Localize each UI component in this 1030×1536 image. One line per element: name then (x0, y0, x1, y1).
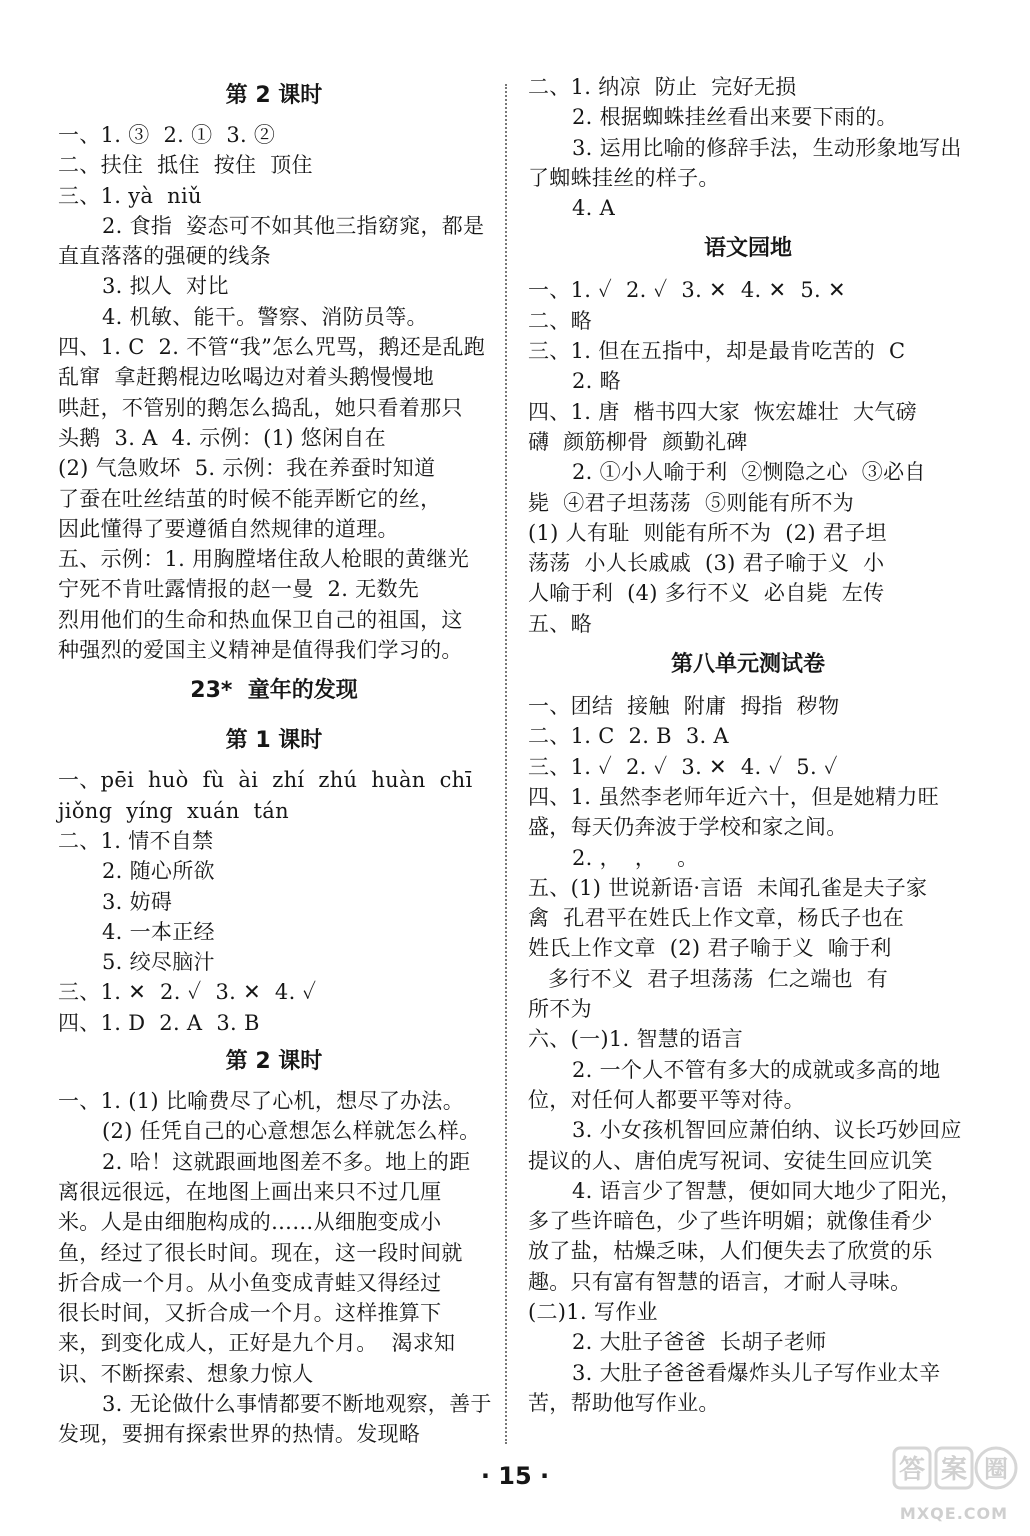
lesson-title: 第八单元测试卷 (670, 652, 825, 678)
watermark-url: MXQE.COM (899, 1504, 1009, 1523)
answer-line: 三、1. yà niǔ (58, 183, 202, 208)
answer-line: 折合成一个月。从小鱼变成青蛙又得经过 (58, 1270, 442, 1295)
answer-line: 3. 无论做什么事情都要不断地观察，善于 (102, 1391, 492, 1416)
answer-line: (二)1. 写作业 (528, 1299, 658, 1324)
answer-line: 多了些许暗色，少了些许明媚；就像佳肴少 (528, 1209, 933, 1234)
answer-line: 5. 绞尽脑汁 (102, 950, 215, 975)
answer-line: 趣。只有富有智慧的语言，才耐人寻味。 (528, 1269, 912, 1294)
answer-line: 3. 拟人 对比 (102, 274, 229, 299)
answer-line: 发现，要拥有探索世界的热情。发现略 (58, 1422, 421, 1447)
answer-line: 4. A (572, 196, 616, 221)
answer-line: 三、1. 但在五指中，却是最肯吃苦的 C (528, 339, 906, 364)
answer-line: 了蚕在吐丝结茧的时候不能弄断它的丝， (58, 486, 442, 511)
section-heading: 第 2 课时 (225, 83, 323, 108)
answer-line: 荡荡 小人长戚戚 (3) 君子喻于义 小 (528, 551, 885, 576)
svg-text:圈: 圈 (984, 1455, 1008, 1483)
svg-text:案: 案 (940, 1455, 968, 1485)
answer-line: 2. 哈！这就跟画地图差不多。地上的距 (102, 1149, 471, 1174)
answer-line: 离很远很远，在地图上画出来只不过几厘 (58, 1179, 442, 1204)
answer-line: 哄赶，不管别的鹅怎么捣乱，她只看着那只 (58, 395, 463, 420)
svg-text:答: 答 (898, 1455, 926, 1485)
answer-line: 所不为 (528, 997, 592, 1022)
answer-line: 三、1. ✓ 2. ✓ 3. ✕ 4. ✓ 5. ✓ (528, 754, 838, 779)
answer-line: 三、1. ✕ 2. ✓ 3. ✕ 4. ✓ (58, 980, 317, 1005)
answer-line: (2) 任凭自己的心意想怎么样就怎么样。 (102, 1119, 481, 1144)
answer-line: 盛，每天仍奔波于学校和家之间。 (528, 815, 848, 840)
answer-line: 一、1. ✓ 2. ✓ 3. ✕ 4. ✕ 5. ✕ (528, 278, 846, 303)
answer-line: 4. 机敏、能干。警察、消防员等。 (102, 304, 428, 329)
answer-line: 直直落落的强硬的线条 (58, 244, 271, 269)
answer-line: 六、(一)1. 智慧的语言 (528, 1027, 743, 1052)
answer-line: 姓氏上作文章 (2) 君子喻于义 喻于利 (528, 936, 892, 961)
answer-line: 二、1. C 2. B 3. A (528, 724, 729, 749)
answer-line: 2. ， ， 。 (572, 845, 699, 870)
answer-line: 人喻于利 (4) 多行不义 必自毙 左传 (528, 581, 885, 606)
answer-line: 识、不断探索、想象力惊人 (58, 1361, 314, 1386)
answer-line: 毙 ④君子坦荡荡 ⑤则能有所不为 (528, 490, 855, 515)
answer-line: 3. 小女孩机智回应萧伯纳、议长巧妙回应 (572, 1118, 962, 1143)
answer-line: 五、略 (528, 611, 592, 636)
answer-line: 3. 妨碍 (102, 889, 173, 914)
answer-line: 来，到变化成人，正好是九个月。 渴求知 (58, 1331, 456, 1356)
answer-line: 二、1. 纳凉 防止 完好无损 (528, 75, 797, 99)
answer-line: 2. 食指 姿态可不如其他三指窈窕，都是 (102, 213, 485, 238)
answer-line: 四、1. C 2. 不管“我”怎么咒骂，鹅还是乱跑 (58, 335, 486, 360)
answer-line: 禽 孔君平在姓氏上作文章，杨氏子也在 (528, 906, 905, 931)
answer-line: 鱼，经过了很长时间。现在，这一段时间就 (58, 1240, 463, 1265)
answer-line: 米。人是由细胞构成的……从细胞变成小 (58, 1210, 442, 1235)
right-answer-column (528, 72, 968, 1418)
answer-line: (1) 人有耻 则能有所不为 (2) 君子坦 (528, 520, 887, 545)
answer-line: 种强烈的爱国主义精神是值得我们学习的。 (58, 638, 463, 663)
answer-line: 一、pēi huò fù ài zhí zhú huàn chī (58, 768, 473, 793)
answer-line: 五、示例：1. 用胸膛堵住敌人枪眼的黄继光 (58, 547, 470, 572)
answer-line: 位，对任何人都要平等对待。 (528, 1087, 805, 1112)
column-divider (505, 84, 507, 1444)
answer-line: 一、团结 接触 附庸 拇指 秽物 (528, 694, 840, 719)
answer-line: 2. 随心所欲 (102, 859, 215, 884)
answer-line: 四、1. 虽然李老师年近六十，但是她精力旺 (528, 784, 940, 809)
answer-line: 多行不义 君子坦荡荡 仁之端也 有 (548, 966, 889, 991)
section-heading: 第 2 课时 (225, 1049, 323, 1075)
answer-line: 3. 大肚子爸爸看爆炸头儿子写作业太辛 (572, 1360, 941, 1385)
answer-line: 头鹅 3. A 4. 示例：(1) 悠闲自在 (58, 425, 386, 450)
answer-line: 礴 颜筋柳骨 颜勤礼碑 (528, 429, 748, 454)
answer-line: 四、1. 唐 楷书四大家 恢宏雄壮 大气磅 (528, 399, 917, 424)
answer-line: 2. 根据蜘蛛挂丝看出来要下雨的。 (572, 105, 898, 130)
answer-line: 了蜘蛛挂丝的样子。 (528, 165, 720, 190)
left-answer-column (58, 72, 490, 1450)
answer-line: 烈用他们的生命和热血保卫自己的祖国，这 (58, 607, 463, 632)
answer-line: 一、1. (1) 比喻费尽了心机，想尽了办法。 (58, 1089, 465, 1114)
answer-line: 二、1. 情不自禁 (58, 828, 214, 853)
answer-line: 2. ①小人喻于利 ②恻隐之心 ③必自 (572, 460, 926, 485)
answer-line: 二、略 (528, 308, 592, 333)
answer-line: 苦，帮助他写作业。 (528, 1390, 720, 1415)
answer-line: 2. 大肚子爸爸 长胡子老师 (572, 1330, 827, 1355)
answer-line: 3. 运用比喻的修辞手法，生动形象地写出 (572, 135, 962, 160)
answer-line: 宁死不肯吐露情报的赵一曼 2. 无数先 (58, 577, 420, 602)
section-heading: 第 1 课时 (225, 728, 323, 754)
page-number: · 15 · (480, 1462, 550, 1490)
answer-line: 提议的人、唐伯虎写祝词、安徒生回应讥笑 (528, 1148, 933, 1173)
lesson-title: 23* 童年的发现 (190, 678, 358, 704)
answer-line: 因此懂得了要遵循自然规律的道理。 (58, 516, 399, 541)
answer-line: 二、扶住 抵住 按住 顶住 (58, 153, 313, 178)
answer-line: jiǒng yíng xuán tán (58, 798, 289, 823)
lesson-title: 语文园地 (703, 236, 792, 262)
answer-line: 2. 一个人不管有多大的成就或多高的地 (572, 1057, 941, 1082)
answer-line: 四、1. D 2. A 3. B (58, 1010, 260, 1035)
answer-line: (2) 气急败坏 5. 示例：我在养蚕时知道 (58, 456, 436, 481)
answer-line: 2. 略 (572, 369, 621, 394)
answer-line: 很长时间，又折合成一个月。这样推算下 (58, 1301, 442, 1326)
answer-line: 五、(1) 世说新语·言语 未闻孔雀是夫子家 (528, 875, 928, 900)
answer-line: 4. 一本正经 (102, 919, 215, 944)
answer-line: 乱窜 拿赶鹅棍边吆喝边对着头鹅慢慢地 (58, 365, 435, 390)
answer-line: 一、1. ③ 2. ① 3. ② (58, 123, 276, 147)
answer-line: 放了盐，枯燥乏味，人们便失去了欣赏的乐 (528, 1239, 933, 1264)
answer-line: 4. 语言少了智慧，便如同大地少了阳光， (572, 1178, 962, 1203)
